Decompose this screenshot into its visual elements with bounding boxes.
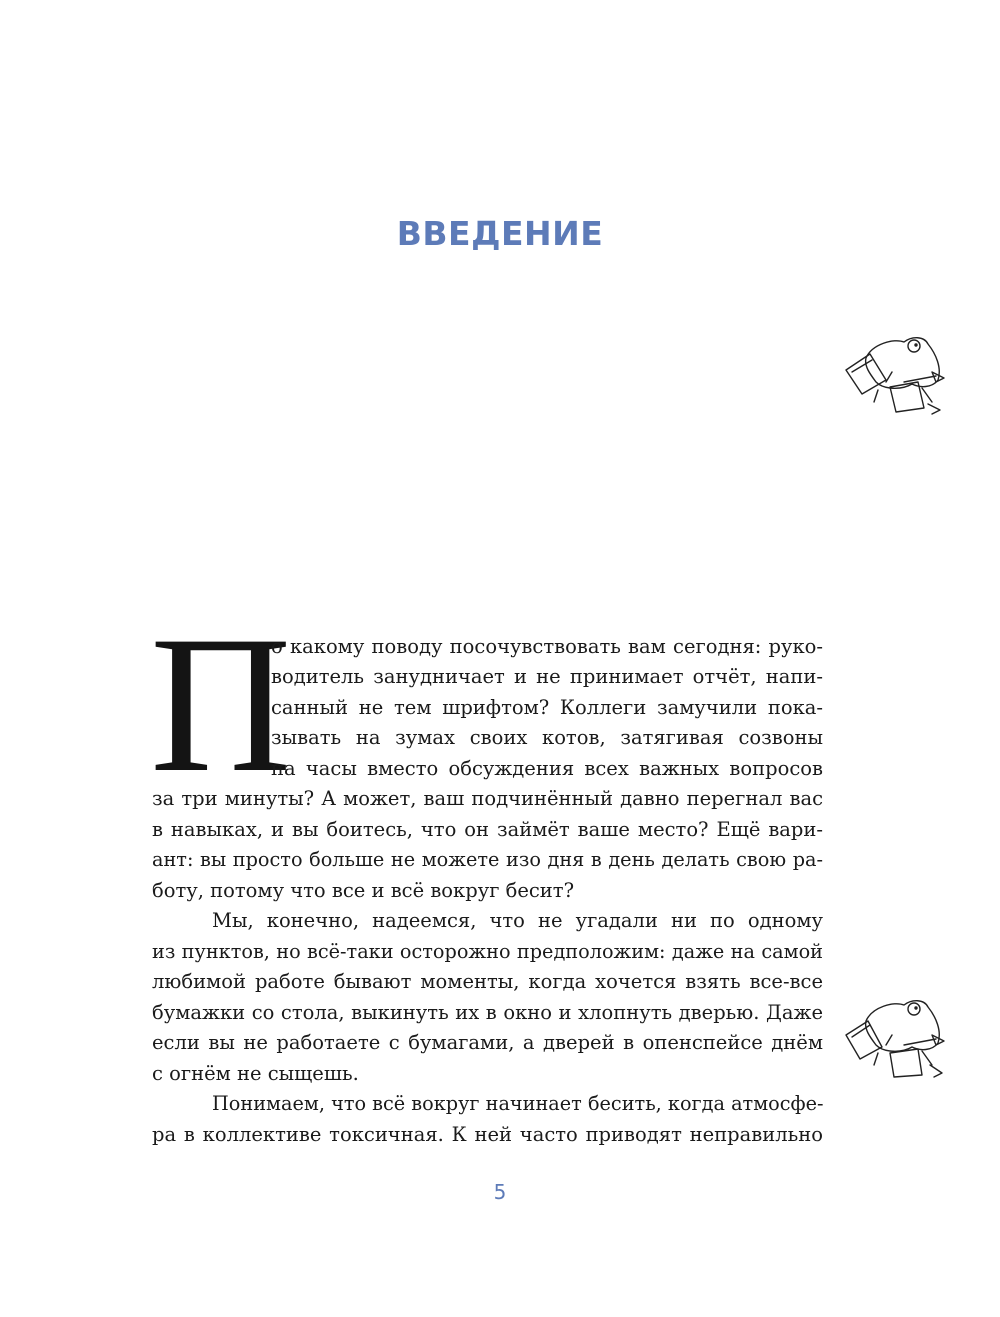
chapter-title: ВВЕДЕНИЕ	[396, 214, 604, 253]
body-line: любимой работе бывают моменты, когда хочется взять все-все	[152, 970, 823, 993]
body-line: Мы, конечно, надеемся, что не угадали ни по одному	[212, 909, 823, 932]
body-line: ант: вы просто больше не можете изо дня в день делать свою ра-	[152, 848, 823, 871]
body-line: санный не тем шрифтом? Коллеги замучили пока-	[271, 696, 823, 719]
body-line: Понимаем, что всё вокруг начинает бесить, когда атмосфе-	[212, 1092, 824, 1115]
body-line: о какому поводу посочувствовать вам сегодня: руко-	[271, 635, 823, 658]
body-line: ра в коллективе токсичная. К ней часто приводят неправильно	[152, 1123, 823, 1146]
body-line: за три минуты? А может, ваш подчинённый давно перегнал вас	[152, 787, 823, 810]
page-number: 5	[493, 1180, 507, 1204]
body-line: водитель занудничает и не принимает отчёт, напи-	[271, 665, 823, 688]
snail-illustration-icon	[838, 995, 958, 1085]
body-line: в навыках, и вы боитесь, что он займёт ваше место? Ещё вари-	[152, 818, 823, 841]
dropcap-letter: П	[150, 596, 292, 813]
body-line: с огнём не сыщешь.	[152, 1062, 359, 1085]
snail-illustration-icon	[832, 332, 952, 422]
body-line: на часы вместо обсуждения всех важных вопросов	[271, 757, 823, 780]
body-line: из пунктов, но всё-таки осторожно предположим: даже на самой	[152, 940, 823, 963]
body-line: зывать на зумах своих котов, затягивая созвоны	[271, 726, 823, 749]
body-line: бумажки со стола, выкинуть их в окно и хлопнуть дверью. Даже	[152, 1001, 823, 1024]
body-line: боту, потому что все и всё вокруг бесит?	[152, 879, 575, 902]
body-line: если вы не работаете с бумагами, а дверей в опенспейсе днём	[152, 1031, 823, 1054]
